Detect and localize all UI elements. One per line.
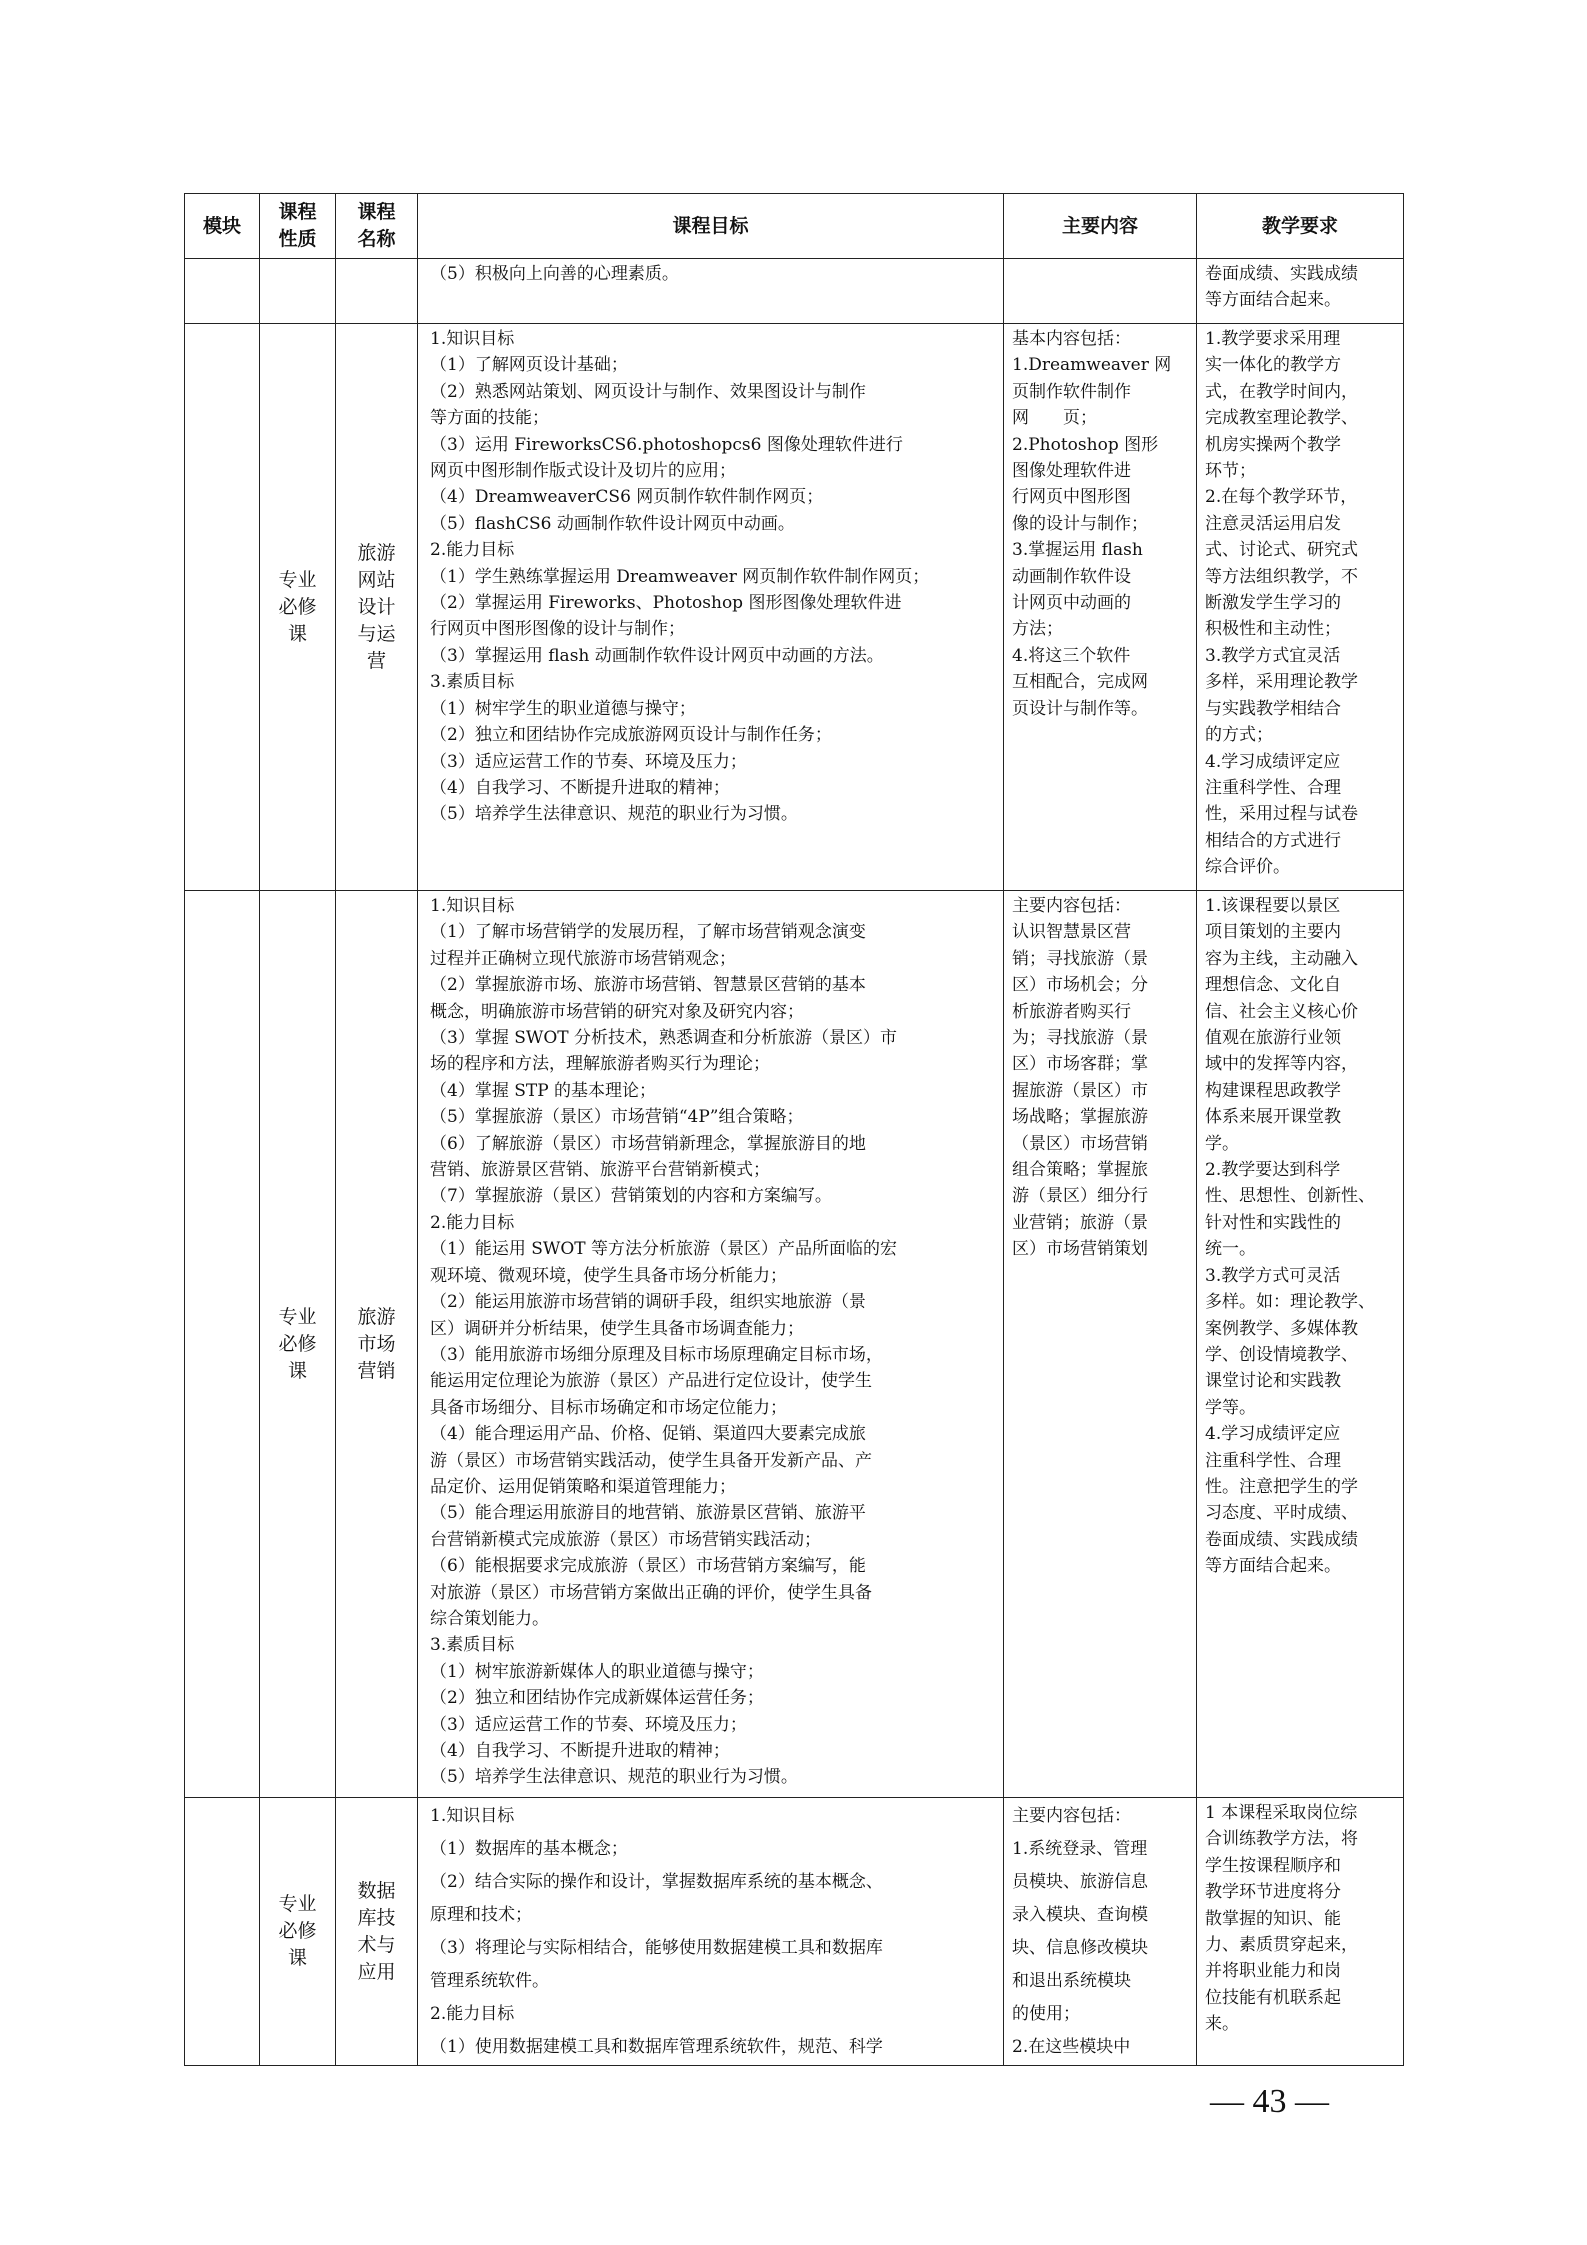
text-line: 管理系统软件。 [430, 1971, 549, 1991]
text-line: 图像处理软件进 [1012, 461, 1131, 482]
text-line: 概念，明确旅游市场营销的研究对象及研究内容； [430, 1001, 804, 1022]
text-line: 积极性和主动性； [1205, 619, 1341, 640]
text-line: 方法； [1012, 619, 1063, 640]
text-line: 像的设计与制作； [1012, 513, 1148, 534]
text-line: 2.能力目标 [430, 2004, 515, 2024]
cell-req [1197, 891, 1404, 1798]
text-line: 4.学习成绩评定应 [1205, 751, 1341, 772]
text-line: 页制作软件制作 [1012, 381, 1131, 402]
text-line: （4）掌握 STP 的基本理论； [430, 1080, 657, 1101]
text-line: （5）能合理运用旅游目的地营销、旅游景区营销、旅游平 [430, 1503, 866, 1524]
text-line: （2）掌握旅游市场、旅游市场营销、智慧景区营销的基本 [430, 975, 866, 996]
cell-req [1197, 259, 1404, 324]
table-row-tourism-website [185, 324, 1404, 891]
text-line: （7）掌握旅游（景区）营销策划的内容和方案编写。 [430, 1186, 832, 1207]
text-line: 具备市场细分、目标市场确定和市场定位能力； [430, 1397, 787, 1418]
cell-content [1004, 891, 1197, 1798]
cell-nature: 专业 必修 课 [260, 891, 336, 1798]
text-line: 的使用； [1012, 2004, 1080, 2024]
cell-content [1004, 1798, 1197, 2066]
text-line: 业营销；旅游（景 [1012, 1212, 1148, 1233]
header-course-goal: 课程目标 [418, 194, 1004, 259]
cell-goal [418, 1798, 1004, 2066]
text-line: 综合评价。 [1205, 857, 1290, 878]
text-line: 1 本课程采取岗位综 [1205, 1803, 1358, 1823]
cell-req [1197, 324, 1404, 891]
text-line: 握旅游（景区）市 [1012, 1080, 1148, 1101]
text-line: 录入模块、查询模 [1012, 1905, 1148, 1925]
cell-goal [418, 324, 1004, 891]
text-line: 行网页中图形图像的设计与制作； [430, 619, 685, 640]
text-line: 2.能力目标 [430, 1212, 515, 1233]
text-line: 力、素质贯穿起来， [1205, 1935, 1358, 1956]
text-line: 学等。 [1205, 1397, 1256, 1418]
text-line: 统一。 [1205, 1239, 1256, 1260]
text-line: 等方面的技能； [430, 408, 549, 429]
text-line: （5）培养学生法律意识、规范的职业行为习惯。 [430, 1767, 798, 1788]
text-line: 过程并正确树立现代旅游市场营销观念； [430, 948, 736, 969]
text-line: 信、社会主义核心价 [1205, 1001, 1358, 1022]
text-line: 来。 [1205, 2014, 1239, 2035]
cell-name: 旅游 网站 设计 与运 营 [336, 324, 418, 891]
text-line: 习态度、平时成绩、 [1205, 1503, 1358, 1524]
text-line: 场的程序和方法，理解旅游者购买行为理论； [430, 1054, 770, 1075]
text-line: 游（景区）细分行 [1012, 1186, 1148, 1207]
text-line: 1.该课程要以景区 [1205, 896, 1341, 916]
text-line: 3.素质目标 [430, 1635, 515, 1656]
text-line: 原理和技术； [430, 1905, 532, 1925]
text-line: 3.素质目标 [430, 672, 515, 693]
text-line: 1.知识目标 [430, 896, 515, 916]
text-line: 区）市场机会；分 [1012, 975, 1148, 996]
text-line: （4）能合理运用产品、价格、促销、渠道四大要素完成旅 [430, 1424, 866, 1445]
text-line: 员模块、旅游信息 [1012, 1872, 1148, 1892]
cell-name: 旅游 市场 营销 [336, 891, 418, 1798]
text-line: 2.在每个教学环节， [1205, 487, 1358, 508]
text-line: 多样。如：理论教学、 [1205, 1292, 1375, 1313]
cell-module [185, 891, 260, 1798]
text-line: （4）自我学习、不断提升进取的精神； [430, 1741, 730, 1761]
text-line: （1）树牢学生的职业道德与操守； [430, 698, 696, 719]
text-line: 合训练教学方法，将 [1205, 1829, 1358, 1850]
cell-nature [260, 259, 336, 324]
text-line: （2）熟悉网站策划、网页设计与制作、效果图设计与制作 [430, 381, 866, 402]
cell-module [185, 324, 260, 891]
text-line: 场战略；掌握旅游 [1012, 1107, 1148, 1128]
text-line: （3）能用旅游市场细分原理及目标市场原理确定目标市场， [430, 1344, 883, 1365]
text-line: 式、讨论式、研究式 [1205, 540, 1358, 561]
text-line: （1）了解市场营销学的发展历程，了解市场营销观念演变 [430, 922, 866, 943]
text-line: 注意灵活运用启发 [1205, 513, 1341, 534]
text-line: 综合策划能力。 [430, 1608, 549, 1629]
text-line: 营销、旅游景区营销、旅游平台营销新模式； [430, 1160, 770, 1181]
course-table [184, 193, 1404, 2066]
cell-goal [418, 259, 1004, 324]
text-line: 等方法组织教学，不 [1205, 566, 1358, 587]
text-line: （3）运用 FireworksCS6.photoshopcs6 图像处理软件进行 [430, 434, 903, 455]
cell-name [336, 259, 418, 324]
text-line: 多样，采用理论教学 [1205, 672, 1358, 693]
text-line: 案例教学、多媒体教 [1205, 1318, 1358, 1339]
text-line: 性、思想性、创新性、 [1205, 1186, 1375, 1207]
text-line: （5）积极向上向善的心理素质。 [430, 264, 679, 284]
cell-nature: 专业 必修 课 [260, 324, 336, 891]
text-line: 并将职业能力和岗 [1205, 1961, 1341, 1982]
text-line: 容为主线，主动融入 [1205, 948, 1358, 969]
text-line: 散掌握的知识、能 [1205, 1908, 1341, 1929]
text-line: 对旅游（景区）市场营销方案做出正确的评价，使学生具备 [430, 1582, 872, 1603]
text-line: （2）掌握运用 Fireworks、Photoshop 图形图像处理软件进 [430, 593, 902, 614]
text-line: 卷面成绩、实践成绩 [1205, 1529, 1358, 1550]
text-line: （景区）市场营销 [1012, 1133, 1148, 1154]
text-line: （5）培养学生法律意识、规范的职业行为习惯。 [430, 804, 798, 825]
text-line: （3）适应运营工作的节奏、环境及压力； [430, 1714, 747, 1735]
text-line: 观环境、微观环境，使学生具备市场分析能力； [430, 1265, 787, 1286]
text-line: 环节； [1205, 461, 1256, 482]
text-line: 性。注意把学生的学 [1205, 1476, 1358, 1497]
table-row-continued [185, 259, 1404, 324]
text-line: （3）将理论与实际相结合，能够使用数据建模工具和数据库 [430, 1938, 883, 1958]
text-line: 区）市场营销策划 [1012, 1239, 1148, 1260]
text-line: 注重科学性、合理 [1205, 777, 1341, 798]
text-line: 位技能有机联系起 [1205, 1987, 1341, 2008]
text-line: 域中的发挥等内容， [1205, 1054, 1358, 1075]
text-line: 的方式； [1205, 725, 1273, 746]
text-line: 等方面结合起来。 [1205, 290, 1341, 311]
text-line: 网 页； [1012, 408, 1097, 429]
text-line: （1）了解网页设计基础； [430, 355, 628, 376]
text-line: 计网页中动画的 [1012, 593, 1131, 614]
text-line: 区）市场客群；掌 [1012, 1054, 1148, 1075]
text-line: 注重科学性、合理 [1205, 1450, 1341, 1471]
text-line: 性，采用过程与试卷 [1205, 804, 1358, 825]
table-row-database [185, 1798, 1404, 2066]
text-line: 游（景区）市场营销实践活动，使学生具备开发新产品、产 [430, 1450, 872, 1471]
cell-content [1004, 324, 1197, 891]
text-line: 网页中图形制作版式设计及切片的应用； [430, 461, 736, 482]
text-line: （1）使用数据建模工具和数据库管理系统软件，规范、科学 [430, 2037, 883, 2057]
text-line: （5）flashCS6 动画制作软件设计网页中动画。 [430, 513, 795, 534]
text-line: 实一体化的教学方 [1205, 355, 1341, 376]
text-line: 销；寻找旅游（景 [1012, 948, 1148, 969]
cell-module [185, 1798, 260, 2066]
text-line: （1）树牢旅游新媒体人的职业道德与操守； [430, 1661, 764, 1682]
text-line: （5）掌握旅游（景区）市场营销“4P”组合策略； [430, 1107, 804, 1128]
text-line: （2）独立和团结协作完成新媒体运营任务； [430, 1688, 764, 1709]
text-line: 基本内容包括： [1012, 329, 1131, 349]
text-line: 为；寻找旅游（景 [1012, 1028, 1148, 1049]
text-line: 能运用定位理论为旅游（景区）产品进行定位设计，使学生 [430, 1371, 872, 1392]
text-line: 区）调研并分析结果，使学生具备市场调查能力； [430, 1318, 804, 1339]
text-line: 组合策略；掌握旅 [1012, 1160, 1148, 1181]
text-line: （3）掌握 SWOT 分析技术，熟悉调查和分析旅游（景区）市 [430, 1028, 898, 1049]
text-line: 值观在旅游行业领 [1205, 1028, 1341, 1049]
text-line: 学生按课程顺序和 [1205, 1855, 1341, 1876]
text-line: 1.Dreamweaver 网 [1012, 355, 1172, 376]
text-line: （3）掌握运用 flash 动画制作软件设计网页中动画的方法。 [430, 645, 884, 666]
cell-req [1197, 1798, 1404, 2066]
text-line: （1）能运用 SWOT 等方法分析旅游（景区）产品所面临的宏 [430, 1239, 898, 1260]
text-line: 1.教学要求采用理 [1205, 329, 1341, 349]
cell-goal [418, 891, 1004, 1798]
header-teaching-requirements: 教学要求 [1197, 194, 1404, 259]
page-number: — 43 — [1210, 2083, 1329, 2120]
text-line: （1）数据库的基本概念； [430, 1839, 628, 1859]
text-line: 析旅游者购买行 [1012, 1001, 1131, 1022]
text-line: 等方面结合起来。 [1205, 1556, 1341, 1577]
text-line: 相结合的方式进行 [1205, 830, 1341, 851]
text-line: 式，在教学时间内， [1205, 381, 1358, 402]
text-line: （4）DreamweaverCS6 网页制作软件制作网页； [430, 487, 824, 508]
text-line: （2）结合实际的操作和设计，掌握数据库系统的基本概念、 [430, 1872, 883, 1892]
cell-content [1004, 259, 1197, 324]
text-line: 针对性和实践性的 [1205, 1212, 1341, 1233]
text-line: 理想信念、文化自 [1205, 975, 1341, 996]
text-line: （3）适应运营工作的节奏、环境及压力； [430, 751, 747, 772]
text-line: 行网页中图形图 [1012, 487, 1131, 508]
text-line: 课堂讨论和实践教 [1205, 1371, 1341, 1392]
text-line: 页设计与制作等。 [1012, 698, 1148, 719]
text-line: 块、信息修改模块 [1012, 1938, 1148, 1958]
text-line: （6）了解旅游（景区）市场营销新理念，掌握旅游目的地 [430, 1133, 866, 1154]
text-line: 项目策划的主要内 [1205, 922, 1341, 943]
text-line: 互相配合，完成网 [1012, 672, 1148, 693]
text-line: 完成教室理论教学、 [1205, 408, 1358, 429]
text-line: 体系来展开课堂教 [1205, 1107, 1341, 1128]
text-line: 学。 [1205, 1133, 1239, 1154]
text-line: 断激发学生学习的 [1205, 593, 1341, 614]
text-line: 品定价、运用促销策略和渠道管理能力； [430, 1476, 736, 1497]
text-line: （2）独立和团结协作完成旅游网页设计与制作任务； [430, 725, 832, 746]
text-line: 构建课程思政教学 [1205, 1080, 1341, 1101]
text-line: 1.知识目标 [430, 1806, 515, 1826]
header-course-name: 课程 名称 [336, 194, 418, 259]
cell-nature: 专业 必修 课 [260, 1798, 336, 2066]
text-line: 动画制作软件设 [1012, 566, 1131, 587]
text-line: 3.教学方式可灵活 [1205, 1265, 1341, 1286]
table-row-tourism-marketing [185, 891, 1404, 1798]
text-line: 卷面成绩、实践成绩 [1205, 264, 1358, 284]
header-row [185, 194, 1404, 259]
cell-module [185, 259, 260, 324]
text-line: 2.教学要达到科学 [1205, 1160, 1341, 1181]
text-line: 4.学习成绩评定应 [1205, 1424, 1341, 1445]
text-line: 与实践教学相结合 [1205, 698, 1341, 719]
text-line: 2.在这些模块中 [1012, 2037, 1131, 2057]
text-line: 和退出系统模块 [1012, 1971, 1131, 1991]
text-line: 学、创设情境教学、 [1205, 1344, 1358, 1365]
text-line: 台营销新模式完成旅游（景区）市场营销实践活动； [430, 1529, 821, 1550]
text-line: （4）自我学习、不断提升进取的精神； [430, 777, 730, 798]
text-line: 主要内容包括： [1012, 1806, 1131, 1826]
text-line: 3.教学方式宜灵活 [1205, 645, 1341, 666]
text-line: 1.知识目标 [430, 329, 515, 349]
text-line: （2）能运用旅游市场营销的调研手段，组织实地旅游（景 [430, 1292, 866, 1313]
text-line: 3.掌握运用 flash [1012, 540, 1143, 561]
text-line: 2.Photoshop 图形 [1012, 434, 1159, 455]
text-line: 主要内容包括： [1012, 896, 1131, 916]
text-line: 教学环节进度将分 [1205, 1882, 1341, 1903]
header-main-content: 主要内容 [1004, 194, 1197, 259]
text-line: （6）能根据要求完成旅游（景区）市场营销方案编写，能 [430, 1556, 866, 1577]
cell-name: 数据 库技 术与 应用 [336, 1798, 418, 2066]
text-line: 4.将这三个软件 [1012, 645, 1131, 666]
header-module: 模块 [185, 194, 260, 259]
text-line: 认识智慧景区营 [1012, 922, 1131, 943]
text-line: 1.系统登录、管理 [1012, 1839, 1148, 1859]
text-line: （1）学生熟练掌握运用 Dreamweaver 网页制作软件制作网页； [430, 566, 930, 587]
header-course-nature: 课程 性质 [260, 194, 336, 259]
text-line: 2.能力目标 [430, 540, 515, 561]
text-line: 机房实操两个教学 [1205, 434, 1341, 455]
